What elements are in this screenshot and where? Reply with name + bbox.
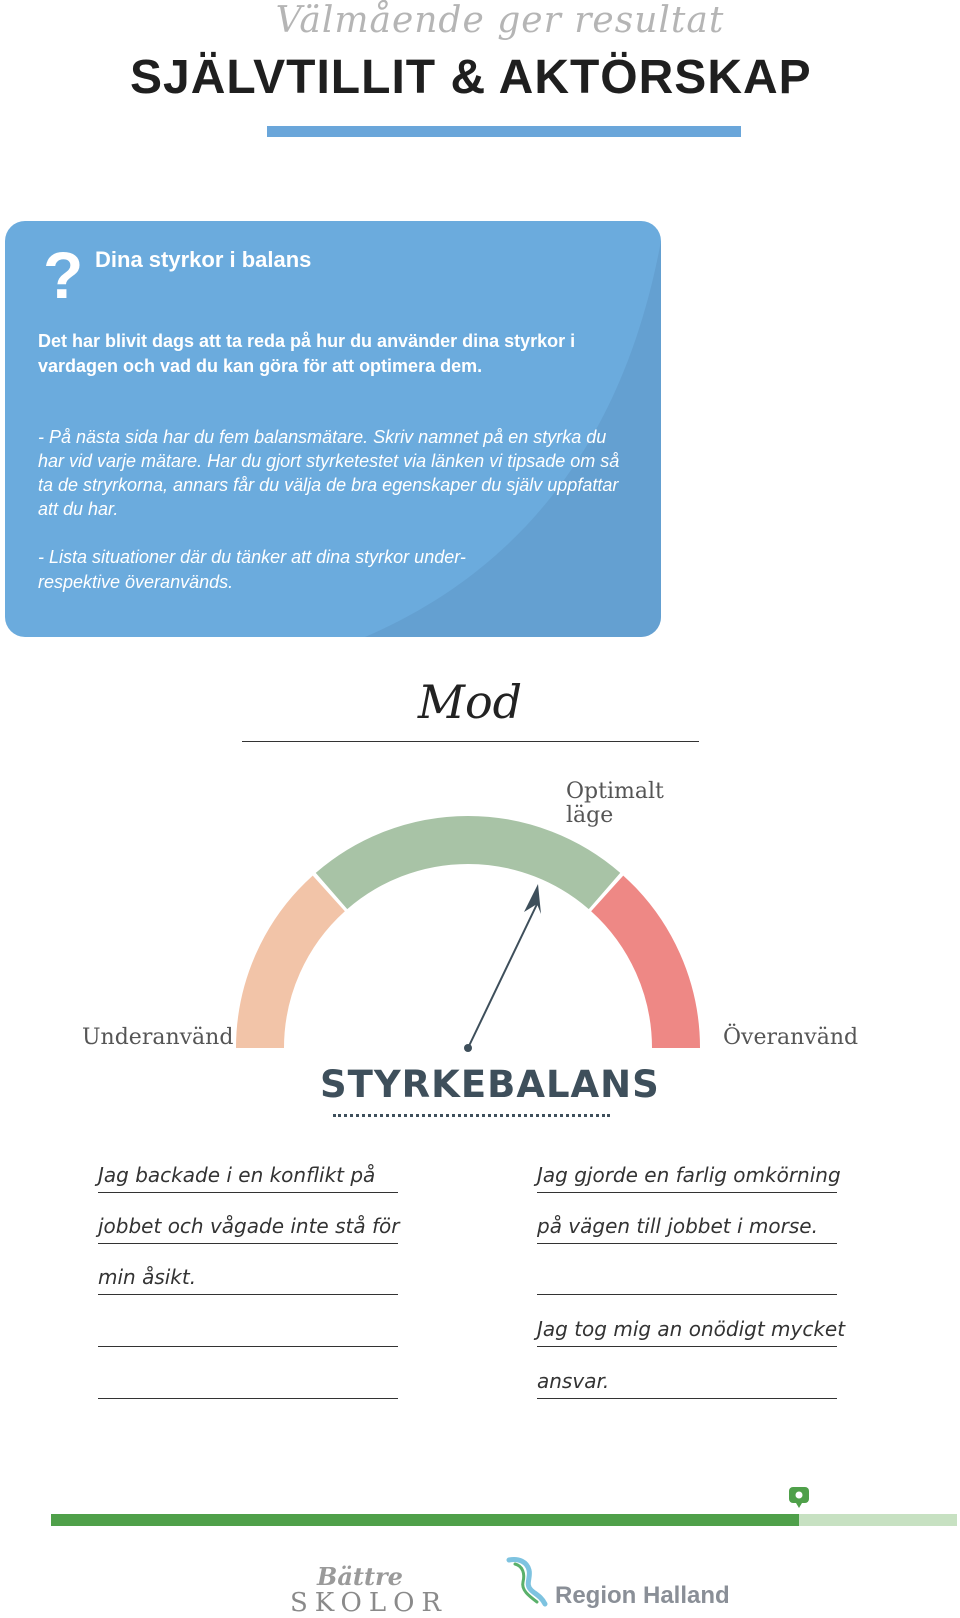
card-intro: Det har blivit dags att ta reda på hur du använder dina styrkor i vardagen och vad du kan göra för att optimera dem. xyxy=(38,331,576,376)
over-note-4[interactable]: Jag tog mig an onödigt mycket xyxy=(537,1317,846,1341)
note-line xyxy=(537,1398,837,1399)
note-line xyxy=(537,1346,837,1347)
gauge-arc-optimal xyxy=(332,840,605,891)
gauge-arc-overused xyxy=(607,893,676,1048)
underused-label: Underanvänd xyxy=(82,1025,234,1050)
note-line xyxy=(98,1243,398,1244)
note-line xyxy=(537,1294,837,1295)
over-note-5[interactable]: ansvar. xyxy=(537,1369,610,1393)
gauge-needle xyxy=(468,902,538,1048)
over-note-1[interactable]: Jag gjorde en farlig omkörning xyxy=(537,1163,841,1187)
location-pin-icon xyxy=(788,1486,810,1508)
overused-label: Överanvänd xyxy=(723,1025,859,1050)
gauge-needle-head xyxy=(524,884,541,914)
note-line xyxy=(98,1294,398,1295)
note-line xyxy=(98,1192,398,1193)
under-note-2[interactable]: jobbet och vågade inte stå för xyxy=(98,1214,400,1238)
note-line xyxy=(537,1243,837,1244)
over-note-2[interactable]: på vägen till jobbet i morse. xyxy=(537,1214,818,1238)
note-line xyxy=(537,1192,837,1193)
optimal-label: Optimalt läge xyxy=(566,779,664,828)
footer-bar xyxy=(51,1514,799,1526)
gauge-title: STYRKEBALANS xyxy=(320,1063,660,1106)
gauge-needle-pivot xyxy=(464,1044,472,1052)
note-line xyxy=(98,1398,398,1399)
battre-skolor-logo xyxy=(290,1562,449,1618)
card-paragraph-2: - Lista situationer där du tänker att dina styrkor under- respektive överanvänds. xyxy=(38,547,466,592)
note-line xyxy=(98,1346,398,1347)
strength-name[interactable]: Mod xyxy=(417,675,523,729)
card-paragraph-1: - På nästa sida har du fem balansmätare. Skriv namnet på en styrka du har vid varje mätare. Har du gjort styrketestet via länken vi tipsade om så ta de stryrkorna, annars får du välja de bra egenskaper du själv uppfattar att du har. xyxy=(38,427,620,519)
logo-battre-caps: SKOLOR xyxy=(290,1588,449,1618)
question-mark-icon: ? xyxy=(43,238,84,312)
region-halland-text: Region Halland xyxy=(555,1582,730,1609)
logo-battre-script: Bättre xyxy=(317,1562,403,1591)
under-note-3[interactable]: min åsikt. xyxy=(98,1265,197,1289)
page-title: SJÄLVTILLIT & AKTÖRSKAP xyxy=(130,51,812,104)
under-note-1[interactable]: Jag backade i en konflikt på xyxy=(98,1163,376,1187)
tagline: Välmående ger resultat xyxy=(275,0,725,41)
footer-bar-light xyxy=(799,1514,957,1526)
gauge-title-dots xyxy=(333,1114,610,1117)
gauge-arc-underused xyxy=(260,893,329,1048)
card-heading: Dina styrkor i balans xyxy=(95,247,312,272)
